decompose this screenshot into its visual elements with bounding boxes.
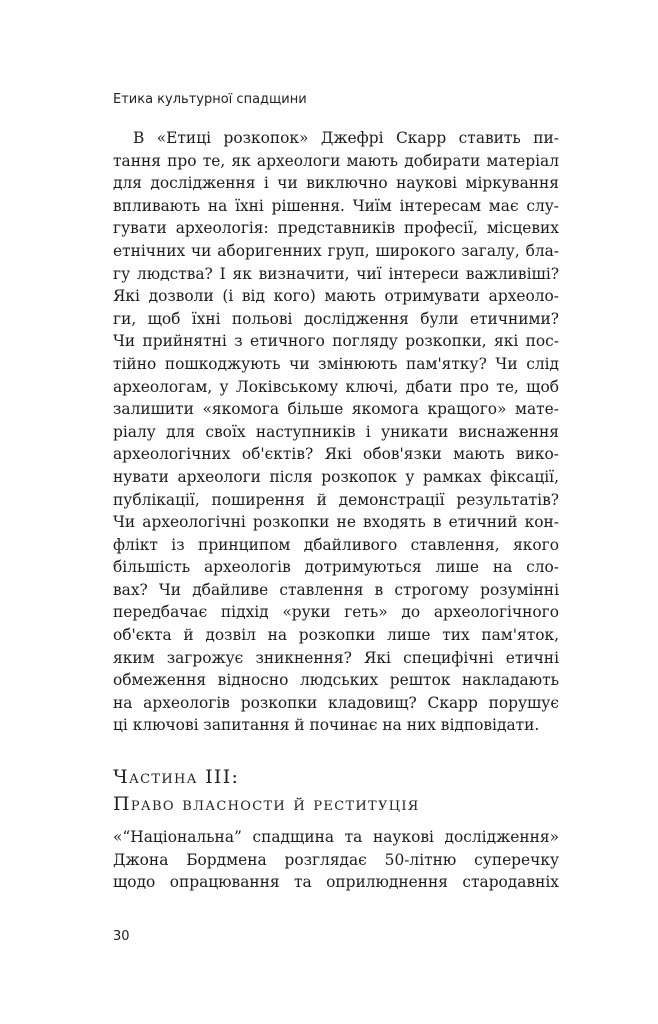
text-line: флікт із принципом дбайливого ставлення, якого [113,535,559,554]
text-line: тання про те, як археологи мають добирати матеріал [113,151,559,170]
text-line: для дослідження і чи виключно наукові міркування [113,174,559,193]
text-line: археологам, у Локівському ключі, дбати про те, щоб [113,377,559,396]
text-line: більшість археологів дотримуються лише на сло- [113,558,559,577]
text-line: етнічних чи аборигенних груп, широкого загалу, бла- [113,241,559,260]
text-line: яким загрожує зникнення? Які специфічні етичні [113,648,559,667]
text-line: археологічних об'єктів? Які обов'язки мають вико- [113,445,559,464]
text-line: Джона Бордмена розглядає 50-літню суперечку [113,850,559,869]
text-line: публікації, поширення й демонстрації результатів? [113,490,559,509]
text-line: обмеження відносно людських решток накладають [113,671,559,690]
running-head: Етика культурної спадщини [113,92,307,107]
text-line: ці ключові запитання й починає на них відповідати. [113,716,540,735]
text-line: гувати археологія: представників професії, місцевих [113,219,559,238]
text-line: на археологів розкопки кладовищ? Скарр порушує [113,693,559,712]
paragraph-boardman [113,826,559,894]
text-line: В «Етиці розкопок» Джефрі Скарр ставить пи- [133,129,559,147]
text-line: ги, щоб їхні польові дослідження були етичними? [113,309,559,328]
text-line: Чи прийнятні з етичного погляду розкопки, які пос- [113,332,559,351]
text-line: тійно пошкоджують чи змінюють пам'ятку? Чи слід [113,354,559,373]
text-line: щодо опрацювання та оприлюднення стародавніх [113,873,559,892]
text-line: об'єкта й дозвіл на розкопки лише тих пам'яток, [113,626,559,645]
text-line: ріалу для своїх наступників і уникати виснаження [113,422,559,441]
section-heading-line-2: Право власности й реституція [113,793,420,815]
text-line: вах? Чи дбайливе ставлення в строгому розумінні [113,580,559,599]
text-line: Чи археологічні розкопки не входять в етичний кон- [113,513,559,532]
text-line: нувати археологи після розкопок у рамках фіксації, [113,467,559,486]
text-line: залишити «якомога більше якомога кращого» мате- [113,400,559,419]
text-line: впливають на їхні рішення. Чиїм інтересам має слу- [113,196,559,215]
page-number: 30 [113,929,130,944]
section-heading-line-1: Частина III: [113,766,240,788]
text-line: Які дозволи (і від кого) мають отримувати археоло- [113,287,559,306]
paragraph-scarre [113,127,559,737]
text-line: передбачає підхід «руки геть» до археологічного [113,603,559,622]
text-line: гу людства? І як визначити, чиї інтереси важливіші? [113,264,559,283]
section-heading [113,764,559,818]
text-line: «“Національна” спадщина та наукові дослідження» [113,828,559,846]
